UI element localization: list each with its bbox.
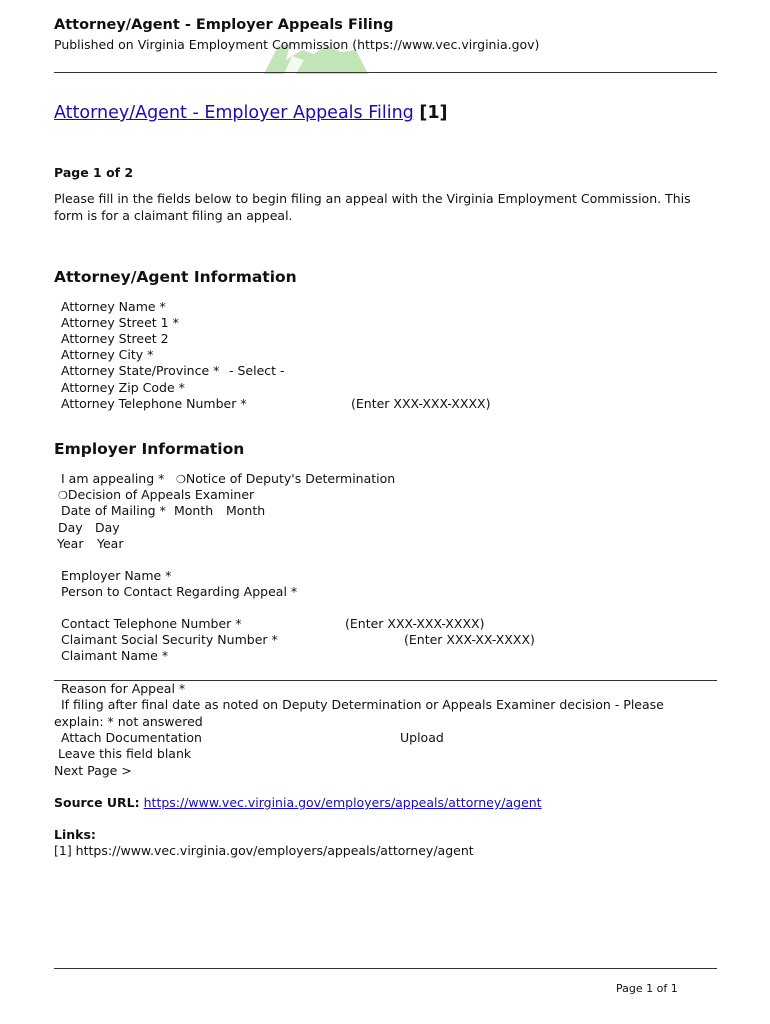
month-select-1[interactable]: Month <box>174 503 214 518</box>
appealing-label: I am appealing * <box>61 471 165 486</box>
upload-button[interactable]: Upload <box>400 730 444 745</box>
year-select-2[interactable]: Year <box>97 536 124 551</box>
page-title-link[interactable]: Attorney/Agent - Employer Appeals Filing <box>54 103 414 123</box>
employer-section-heading: Employer Information <box>54 440 245 458</box>
contact-person-field[interactable]: Person to Contact Regarding Appeal * <box>61 584 298 599</box>
source-url-line <box>54 795 542 810</box>
radio-circle-icon: ❍ <box>176 473 186 486</box>
source-url-label: Source URL: <box>54 795 140 810</box>
attorney-state-label: Attorney State/Province * <box>61 363 220 378</box>
day-select-2[interactable]: Day <box>95 520 120 535</box>
employer-name-field[interactable]: Employer Name * <box>61 568 172 583</box>
month-select-2[interactable]: Month <box>226 503 266 518</box>
published-on-line: Published on Virginia Employment Commission (https://www.vec.virginia.gov) <box>54 37 540 52</box>
contact-phone-field[interactable]: Contact Telephone Number * <box>61 616 242 631</box>
page-title-ref: [1] <box>419 103 448 123</box>
links-label: Links: <box>54 827 96 842</box>
year-select-1[interactable]: Year <box>57 536 84 551</box>
source-url-link[interactable]: https://www.vec.virginia.gov/employers/appeals/attorney/agent <box>143 795 542 810</box>
leave-blank-field[interactable]: Leave this field blank <box>58 746 192 761</box>
attorney-street1-field[interactable]: Attorney Street 1 * <box>61 315 179 330</box>
page-indicator: Page 1 of 2 <box>54 165 134 180</box>
attorney-name-field[interactable]: Attorney Name * <box>61 299 166 314</box>
document-header-title: Attorney/Agent - Employer Appeals Filing <box>54 17 394 33</box>
footer-page-number: Page 1 of 1 <box>616 982 678 995</box>
page-title <box>54 103 448 123</box>
next-page-button[interactable]: Next Page > <box>54 763 132 778</box>
intro-paragraph: Please fill in the fields below to begin filing an appeal with the Virginia Employment Commission. This form is for a claimant filing an appeal. <box>54 191 691 223</box>
header-divider <box>54 72 717 73</box>
attorney-city-field[interactable]: Attorney City * <box>61 347 154 362</box>
late-filing-explain-line2: explain: * not answered <box>54 714 203 729</box>
attorney-state-select[interactable]: - Select - <box>229 363 285 378</box>
radio-circle-icon: ❍ <box>58 489 68 502</box>
radio-appeals-examiner[interactable]: ❍Decision of Appeals Examiner <box>58 487 255 502</box>
claimant-ssn-hint: (Enter XXX-XX-XXXX) <box>404 632 535 647</box>
reason-for-appeal-field[interactable]: Reason for Appeal * <box>61 681 186 696</box>
links-item-1: [1] https://www.vec.virginia.gov/employers/appeals/attorney/agent <box>54 843 474 858</box>
attach-documentation-label: Attach Documentation <box>61 730 202 745</box>
attorney-street2-field[interactable]: Attorney Street 2 <box>61 331 169 346</box>
claimant-ssn-field[interactable]: Claimant Social Security Number * <box>61 632 278 647</box>
day-select-1[interactable]: Day <box>58 520 83 535</box>
claimant-name-field[interactable]: Claimant Name * <box>61 648 169 663</box>
late-filing-explain-line1: If filing after final date as noted on Deputy Determination or Appeals Examiner decision - Please <box>61 697 664 712</box>
contact-phone-hint: (Enter XXX-XXX-XXXX) <box>345 616 485 631</box>
attorney-section-heading: Attorney/Agent Information <box>54 268 297 286</box>
radio-deputy-determination[interactable]: ❍Notice of Deputy's Determination <box>176 471 396 486</box>
attorney-phone-hint: (Enter XXX-XXX-XXXX) <box>351 396 491 411</box>
not-answered-value: not answered <box>117 714 203 729</box>
attorney-phone-field[interactable]: Attorney Telephone Number * <box>61 396 247 411</box>
attorney-zip-field[interactable]: Attorney Zip Code * <box>61 380 185 395</box>
date-of-mailing-label: Date of Mailing * <box>61 503 166 518</box>
footer-divider <box>54 968 717 969</box>
